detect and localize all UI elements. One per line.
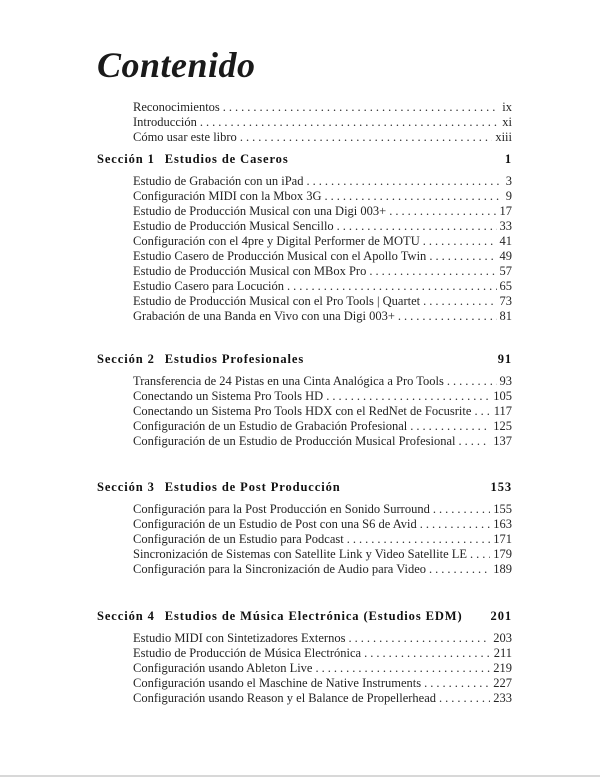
- section-label: Sección 2: [97, 352, 155, 366]
- dot-leader: [322, 189, 503, 204]
- dot-leader: [426, 249, 496, 264]
- toc-row: [133, 691, 512, 706]
- dot-leader: [237, 130, 493, 145]
- toc-row: [133, 502, 512, 517]
- toc-row: [133, 547, 512, 562]
- section-title: Estudios de Música Electrónica (Estudios EDM): [164, 609, 463, 623]
- toc-section: [97, 608, 512, 706]
- toc-entry-title: Configuración MIDI con la Mbox 3G: [133, 189, 322, 203]
- dot-leader: [430, 502, 490, 517]
- page-number: 57: [499, 264, 512, 278]
- page-number: ix: [502, 100, 512, 114]
- dot-leader: [197, 115, 499, 130]
- section-page-number: 153: [490, 480, 512, 494]
- toc-entry-title: Cómo usar este libro: [133, 130, 237, 144]
- page-number: 41: [499, 234, 512, 248]
- section-page-number: 91: [497, 352, 512, 366]
- toc-row: [133, 532, 512, 547]
- toc-row: [133, 100, 512, 115]
- section-page-number: 1: [504, 152, 512, 166]
- section-label: Sección 4: [97, 609, 155, 623]
- toc-entry-title: Transferencia de 24 Pistas en una Cinta Analógica a Pro Tools: [133, 374, 444, 388]
- page-number: 171: [493, 532, 512, 546]
- dot-leader: [420, 294, 496, 309]
- page-number: 219: [493, 661, 512, 675]
- dot-leader: [407, 419, 490, 434]
- page-number: 33: [499, 219, 512, 233]
- toc-row: [133, 517, 512, 532]
- dot-leader: [471, 404, 490, 419]
- page-number: 93: [499, 374, 512, 388]
- toc-entry-title: Configuración usando Ableton Live: [133, 661, 313, 675]
- dot-leader: [456, 434, 491, 449]
- page-number: 9: [505, 189, 512, 203]
- section-heading: [97, 351, 512, 367]
- toc-entry-title: Configuración de un Estudio para Podcast: [133, 532, 344, 546]
- section-heading: [97, 151, 512, 167]
- section-title: Estudios de Post Producción: [164, 480, 341, 494]
- toc-row: [133, 234, 512, 249]
- page-number: 65: [499, 279, 512, 293]
- dot-leader: [284, 279, 497, 294]
- section-label: Sección 3: [97, 480, 155, 494]
- toc-row: [133, 404, 512, 419]
- dot-leader: [395, 309, 497, 324]
- page-number: 137: [493, 434, 512, 448]
- page-number: 49: [499, 249, 512, 263]
- section-entries: [133, 502, 512, 577]
- page-number: 227: [493, 676, 512, 690]
- toc-entry-title: Introducción: [133, 115, 197, 129]
- section-page-number: 201: [490, 609, 512, 623]
- page-number: 211: [493, 646, 512, 660]
- dot-leader: [421, 676, 490, 691]
- section-heading: [97, 479, 512, 495]
- page-number: 155: [493, 502, 512, 516]
- toc-entry-title: Configuración con el 4pre y Digital Performer de MOTU: [133, 234, 420, 248]
- toc-section: [97, 351, 512, 449]
- toc-entry-title: Estudio de Grabación con un iPad: [133, 174, 304, 188]
- toc-row: [133, 661, 512, 676]
- toc-row: [133, 204, 512, 219]
- dot-leader: [345, 631, 490, 646]
- toc-row: [133, 249, 512, 264]
- toc-entry-title: Configuración de un Estudio de Producción Musical Profesional: [133, 434, 456, 448]
- toc-section: [97, 151, 512, 324]
- toc-row: [133, 646, 512, 661]
- dot-leader: [420, 234, 497, 249]
- dot-leader: [366, 264, 496, 279]
- toc-row: [133, 130, 512, 145]
- page-number: xiii: [495, 130, 512, 144]
- dot-leader: [361, 646, 491, 661]
- dot-leader: [323, 389, 490, 404]
- toc-section: [97, 479, 512, 577]
- section-title: Estudios Profesionales: [164, 352, 305, 366]
- toc-entry-title: Configuración para la Sincronización de Audio para Video: [133, 562, 427, 576]
- dot-leader: [467, 547, 490, 562]
- toc-row: [133, 631, 512, 646]
- toc-row: [133, 309, 512, 324]
- toc-row: [133, 562, 512, 577]
- toc-row: [133, 264, 512, 279]
- toc-entry-title: Configuración para la Post Producción en Sonido Surround: [133, 502, 430, 516]
- toc-entry-title: Estudio de Producción de Música Electrónica: [133, 646, 362, 660]
- toc-row: [133, 279, 512, 294]
- page-number: 105: [493, 389, 512, 403]
- dot-leader: [303, 174, 502, 189]
- page-number: 3: [505, 174, 512, 188]
- dot-leader: [220, 100, 499, 115]
- section-entries: [133, 631, 512, 706]
- toc-entry-title: Reconocimientos: [133, 100, 220, 114]
- page-number: 17: [499, 204, 512, 218]
- section-title: Estudios de Caseros: [164, 152, 289, 166]
- toc-entry-title: Configuración de un Estudio de Grabación Profesional: [133, 419, 408, 433]
- toc-entry-title: Sincronización de Sistemas con Satellite Link y Video Satellite LE: [133, 547, 468, 561]
- front-matter-list: [133, 100, 512, 145]
- toc-entry-title: Grabación de una Banda en Vivo con una Digi 003+: [133, 309, 395, 323]
- toc-entry-title: Configuración de un Estudio de Post con una S6 de Avid: [133, 517, 417, 531]
- toc-entry-title: Conectando un Sistema Pro Tools HD: [133, 389, 324, 403]
- dot-leader: [386, 204, 496, 219]
- section-label: Sección 1: [97, 152, 155, 166]
- toc-entry-title: Estudio de Producción Musical con una Digi 003+: [133, 204, 387, 218]
- dot-leader: [436, 691, 490, 706]
- toc-row: [133, 374, 512, 389]
- dot-leader: [444, 374, 497, 389]
- page-number: 163: [493, 517, 512, 531]
- page-number: 125: [493, 419, 512, 433]
- toc-entry-title: Estudio MIDI con Sintetizadores Externos: [133, 631, 346, 645]
- page-number: 73: [499, 294, 512, 308]
- toc-row: [133, 174, 512, 189]
- toc-entry-title: Configuración usando Reason y el Balance de Propellerhead: [133, 691, 437, 705]
- toc-row: [133, 419, 512, 434]
- page-number: 81: [499, 309, 512, 323]
- dot-leader: [417, 517, 490, 532]
- toc-entry-title: Estudio de Producción Musical con MBox Pro: [133, 264, 367, 278]
- toc-row: [133, 115, 512, 130]
- dot-leader: [344, 532, 491, 547]
- toc-entry-title: Estudio Casero de Producción Musical con el Apollo Twin: [133, 249, 427, 263]
- toc-row: [133, 389, 512, 404]
- toc-entry-title: Configuración usando el Maschine de Native Instruments: [133, 676, 422, 690]
- toc-entry-title: Estudio Casero para Locución: [133, 279, 284, 293]
- toc-entry-title: Estudio de Producción Musical Sencillo: [133, 219, 334, 233]
- toc-row: [133, 219, 512, 234]
- toc-entry-title: Conectando un Sistema Pro Tools HDX con el RedNet de Focusrite: [133, 404, 472, 418]
- toc-row: [133, 676, 512, 691]
- sections: [97, 151, 512, 706]
- dot-leader: [426, 562, 490, 577]
- dot-leader: [312, 661, 490, 676]
- toc-entry-title: Estudio de Producción Musical con el Pro Tools | Quartet: [133, 294, 421, 308]
- page-number: 233: [493, 691, 512, 705]
- section-heading: [97, 608, 512, 624]
- section-entries: [133, 174, 512, 324]
- page-number: xi: [502, 115, 512, 129]
- dot-leader: [334, 219, 497, 234]
- toc-row: [133, 294, 512, 309]
- page-number: 179: [493, 547, 512, 561]
- toc-row: [133, 189, 512, 204]
- page-number: 203: [493, 631, 512, 645]
- page-number: 189: [493, 562, 512, 576]
- section-entries: [133, 374, 512, 449]
- page-title: Contenido: [97, 45, 256, 85]
- page-number: 117: [493, 404, 512, 418]
- toc-row: [133, 434, 512, 449]
